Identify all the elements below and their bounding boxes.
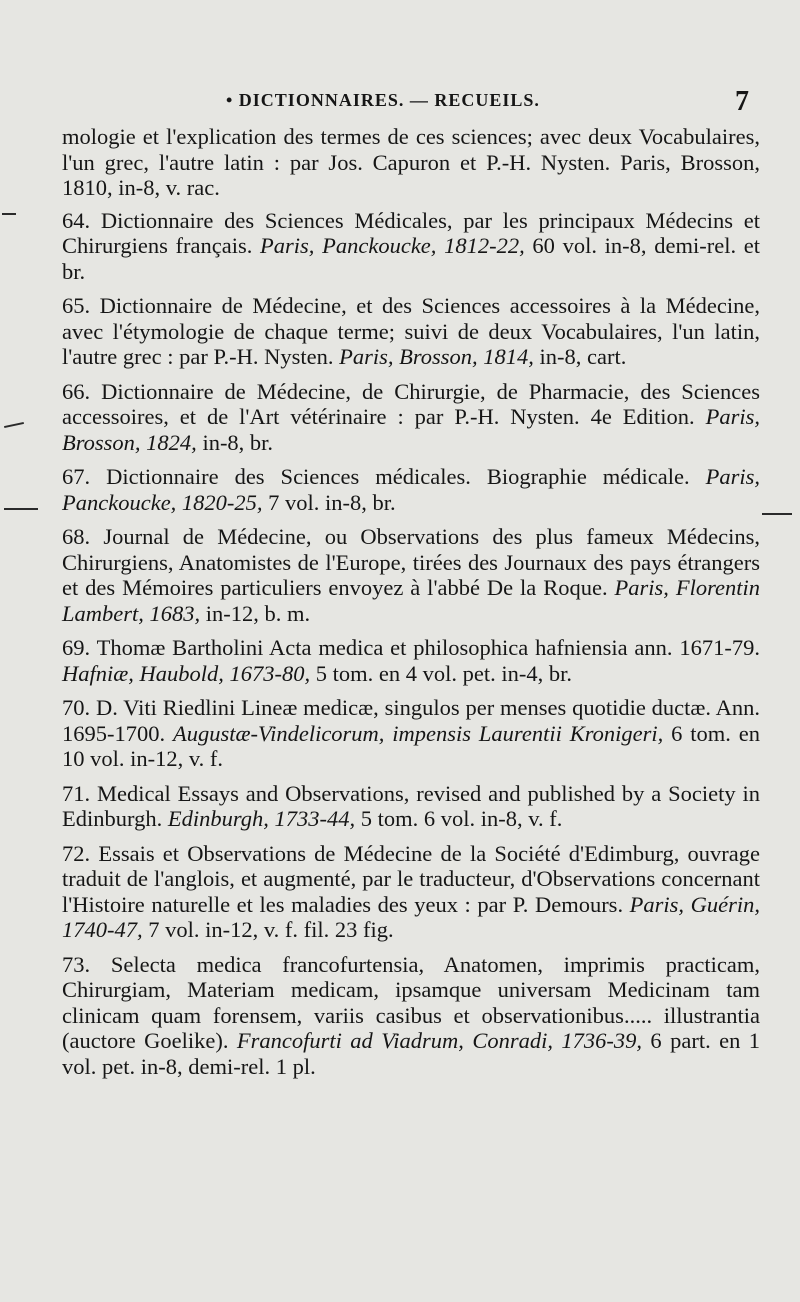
entry-imprint: Paris, Brosson, 1824, <box>62 404 761 455</box>
entry-format: in-12, b. m. <box>205 600 311 626</box>
entry-text: Selecta medica francofurtensia, Anatomen, imprimis practicam, Chirurgiam, Materiam medicam, ipsamque universam Medicinam tam clinicam quam forensem, variis casibus et observationibus..... illustrantia (auctore Goelike). <box>62 951 761 1053</box>
catalog-entry-64 <box>62 208 760 285</box>
entry-format: in-8, br. <box>202 429 274 455</box>
running-head: • DICTIONNAIRES. — RECUEILS. <box>226 90 540 110</box>
entry-imprint: Paris, Guérin, 1740-47, <box>62 891 761 942</box>
catalog-entry-73 <box>62 952 760 1080</box>
entry-text: Essais et Observations de Médecine de la Société d'Edimburg, ouvrage traduit de l'anglois, et augmenté, par le traducteur, d'Observations concernant l'Histoire naturelle et les maladies des yeux : par P. Demours. <box>62 840 760 917</box>
margin-mark <box>762 513 792 515</box>
entry-imprint: Edinburgh, 1733-44, <box>167 806 356 831</box>
entry-format: 6 part. en 1 vol. pet. in-8, demi-rel. 1 pl. <box>62 1028 761 1079</box>
catalog-entry-68 <box>62 524 760 626</box>
catalog-entry-69 <box>62 635 760 686</box>
page-header <box>0 86 800 116</box>
continuation-paragraph <box>62 124 760 201</box>
catalog-entry-72 <box>62 841 760 943</box>
entry-format: 60 vol. in-8, demi-rel. et br. <box>62 233 760 284</box>
entry-number: 65. <box>62 293 91 318</box>
entry-text: Dictionnaire de Médecine, et des Sciences accessoires à la Médecine, avec l'étymologie de chaque terme; suivi de deux Vocabulaires, l'un latin, l'autre grec : par P.-H. Nysten. <box>62 293 760 369</box>
entry-imprint: Hafniæ, Haubold, 1673-80, <box>62 660 311 686</box>
catalog-entry-67 <box>62 464 760 515</box>
entry-format: 6 tom. en 10 vol. in-12, v. f. <box>62 720 761 771</box>
margin-mark <box>2 213 16 215</box>
catalog-entry-70 <box>62 695 760 772</box>
catalog-entry-71 <box>62 781 760 832</box>
entry-imprint: Paris, Brosson, 1810, <box>62 149 760 200</box>
entry-format: 7 vol. in-12, v. f. fil. 23 fig. <box>148 917 394 942</box>
margin-mark <box>4 508 38 510</box>
entry-format: 7 vol. in-8, br. <box>268 489 396 515</box>
entry-number: 73. <box>62 951 91 977</box>
entry-text: mologie et l'explication des termes de ces sciences; avec deux Vocabulaires, l'un grec, l'autre latin : par Jos. Capuron et P.-H. Nysten. <box>62 124 760 175</box>
entry-imprint: Augustæ-Vindelicorum, impensis Laurentii Kronigeri, <box>173 720 664 746</box>
entry-text: Thomæ Bartholini Acta medica et philosophica hafniensia ann. 1671-79. <box>96 635 760 660</box>
entry-text: Journal de Médecine, ou Observations des plus fameux Médecins, Chirurgiens, Anatomistes de l'Europe, tirées des Journaux des pays étrangers et des Mémoires particuliers envoyez à l'abbé De la Roque. <box>62 524 760 600</box>
entry-format: in-8, v. rac. <box>118 175 220 200</box>
entry-number: 72. <box>62 840 91 866</box>
entry-number: 66. <box>62 378 91 404</box>
entry-format: 5 tom. 6 vol. in-8, v. f. <box>360 806 563 831</box>
entry-number: 68. <box>62 524 91 549</box>
entry-imprint: Paris, Brosson, 1814, <box>339 344 534 369</box>
page-number: 7 <box>735 86 749 117</box>
entry-text: Dictionnaire des Sciences médicales. Biographie médicale. <box>106 464 690 489</box>
entry-format: 5 tom. en 4 vol. pet. in-4, br. <box>315 660 572 686</box>
entry-imprint: Francofurti ad Viadrum, Conradi, 1736-39, <box>236 1028 642 1053</box>
entry-text: D. Viti Riedlini Lineæ medicæ, singulos per menses quotidie ductæ. Ann. 1695-1700. <box>62 695 761 746</box>
entry-number: 71. <box>62 780 91 806</box>
entry-number: 70. <box>62 695 91 720</box>
catalog-entry-65 <box>62 293 760 370</box>
margin-mark <box>4 422 24 428</box>
page-body <box>62 124 760 1088</box>
entry-imprint: Paris, Panckoucke, 1812-22, <box>260 233 525 258</box>
entry-text: Dictionnaire des Sciences Médicales, par les principaux Médecins et Chirurgiens français. <box>62 207 761 258</box>
entry-text: Dictionnaire de Médecine, de Chirurgie, de Pharmacie, des Sciences accessoires, et de l'Art vétérinaire : par P.-H. Nysten. 4e Edition. <box>62 378 761 429</box>
entry-number: 67. <box>62 464 91 489</box>
entry-format: in-8, cart. <box>539 344 627 369</box>
entry-number: 64. <box>62 207 91 233</box>
catalog-entry-66 <box>62 379 760 456</box>
entry-imprint: Paris, Panckoucke, 1820-25, <box>62 464 761 515</box>
entry-imprint: Paris, Florentin Lambert, 1683, <box>62 575 761 626</box>
entry-text: Medical Essays and Observations, revised and published by a Society in Edinburgh. <box>62 780 760 831</box>
entry-number: 69. <box>62 635 91 660</box>
